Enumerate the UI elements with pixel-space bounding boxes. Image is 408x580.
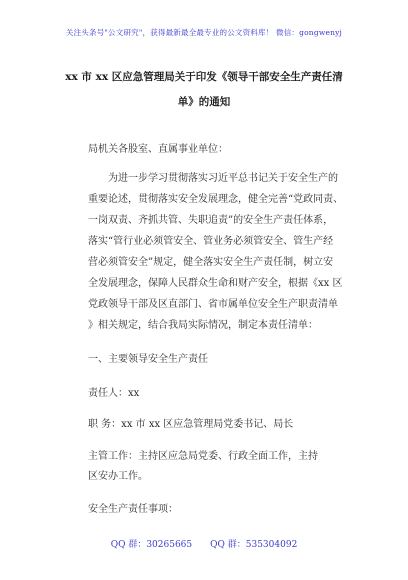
responsibility-items-label: 安全生产责任事项：: [88, 504, 178, 515]
salutation: 局机关各股室、直属事业单位：: [88, 144, 228, 155]
duty-line: 区安办工作。: [88, 471, 148, 482]
body-line: 》相关规定，结合我局实际情况，制定本责任清单：: [88, 320, 318, 331]
footer-qq-groups: [0, 537, 408, 550]
body-line: 党政领导干部及区直部门、省市属单位安全生产职责清单: [88, 299, 338, 310]
position-line: 职 务：xx 市 xx 区应急管理局党委书记、局长: [88, 419, 294, 430]
header-promo-text: 关注头条号"公文研究"，获得最新最全最专业的公文资料库！ 微信：gongwenyj: [65, 28, 343, 37]
duty-line: 主管工作：主持区应急局党委、行政全面工作，主持: [88, 451, 318, 462]
section-heading: 一、主要领导安全生产责任: [88, 354, 208, 365]
qq-group-2: QQ 群：535304092: [210, 540, 298, 550]
body-line: 为进一步学习贯彻落实习近平总书记关于安全生产的: [108, 173, 338, 184]
body-line: 一岗双责、齐抓共管、失职追责”的安全生产责任体系，: [88, 215, 334, 226]
body-line: 营必须管安全”规定，健全落实安全生产责任制，树立安: [88, 257, 334, 268]
document-title-line-2: 单》的通知: [177, 96, 231, 108]
body-line: 全发展理念，保障人民群众生命和财产安全，根据《xx 区: [88, 278, 343, 289]
qq-group-1: QQ 群：30265665: [110, 540, 193, 550]
responsible-person: 责任人：xx: [88, 388, 140, 399]
body-line: 重要论述，贯彻落实安全发展理念，健全完善“党政同责、: [88, 194, 344, 205]
body-line: 落实“管行业必须管安全、管业务必须管安全、管生产经: [88, 236, 334, 247]
document-title-line-1: xx 市 xx 区应急管理局关于印发《领导干部安全生产责任清: [65, 71, 343, 83]
